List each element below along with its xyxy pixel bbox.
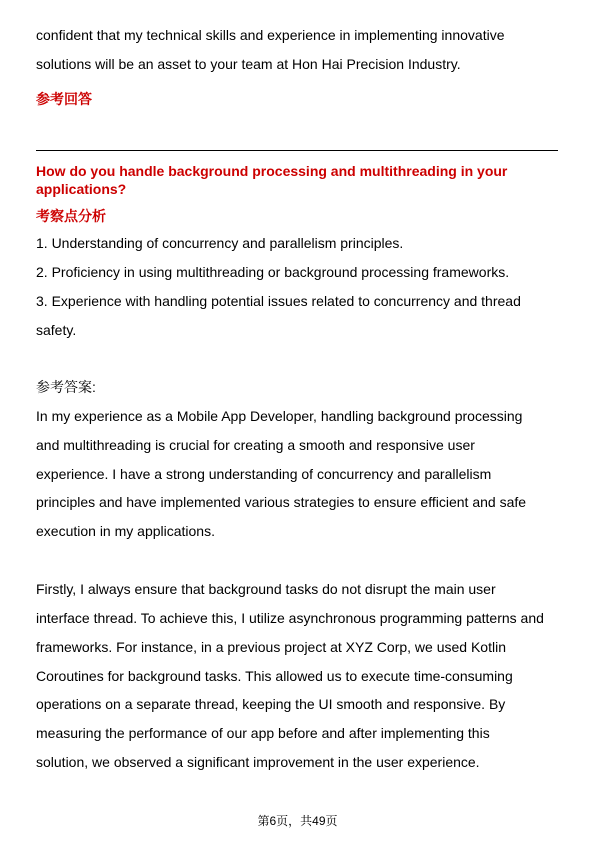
intro-line-1: confident that my technical skills and experience in implementing innovative — [36, 27, 505, 43]
answer-label: 参考答案: — [36, 379, 96, 395]
intro-line-2: solutions will be an asset to your team at Hon Hai Precision Industry. — [36, 56, 461, 72]
paragraph1-line-4: principles and have implemented various strategies to ensure efficient and safe — [36, 494, 527, 510]
page-number: 第6页，共49页 — [257, 814, 338, 828]
paragraph2-line-7: solution, we observed a significant improvement in the user experience. — [36, 754, 480, 770]
analysis-heading: 考察点分析 — [36, 208, 106, 224]
reference-answer-heading: 参考回答 — [36, 91, 92, 107]
analysis-point-3: 3. Experience with handling potential issues related to concurrency and thread — [36, 293, 521, 309]
question-line-1: How do you handle background processing and multithreading in your — [36, 163, 508, 179]
paragraph1-line-3: experience. I have a strong understanding of concurrency and parallelism — [36, 466, 492, 482]
question-line-2: applications? — [36, 181, 127, 197]
analysis-point-2: 2. Proficiency in using multithreading or background processing frameworks. — [36, 264, 510, 280]
section-divider — [36, 150, 558, 151]
paragraph2-line-1: Firstly, I always ensure that background tasks do not disrupt the main user — [36, 581, 496, 597]
paragraph2-line-2: interface thread. To achieve this, I utilize asynchronous programming patterns and — [36, 610, 544, 626]
paragraph2-line-6: measuring the performance of our app before and after implementing this — [36, 725, 490, 741]
paragraph2-line-4: Coroutines for background tasks. This allowed us to execute time-consuming — [36, 668, 513, 684]
paragraph2-line-3: frameworks. For instance, in a previous project at XYZ Corp, we used Kotlin — [36, 639, 506, 655]
analysis-point-1: 1. Understanding of concurrency and parallelism principles. — [36, 235, 404, 251]
paragraph1-line-2: and multithreading is crucial for creating a smooth and responsive user — [36, 437, 475, 453]
paragraph2-line-5: operations on a separate thread, keeping the UI smooth and responsive. By — [36, 696, 506, 712]
paragraph1-line-5: execution in my applications. — [36, 523, 215, 539]
analysis-point-3-cont: safety. — [36, 322, 77, 338]
paragraph1-line-1: In my experience as a Mobile App Developer, handling background processing — [36, 408, 523, 424]
